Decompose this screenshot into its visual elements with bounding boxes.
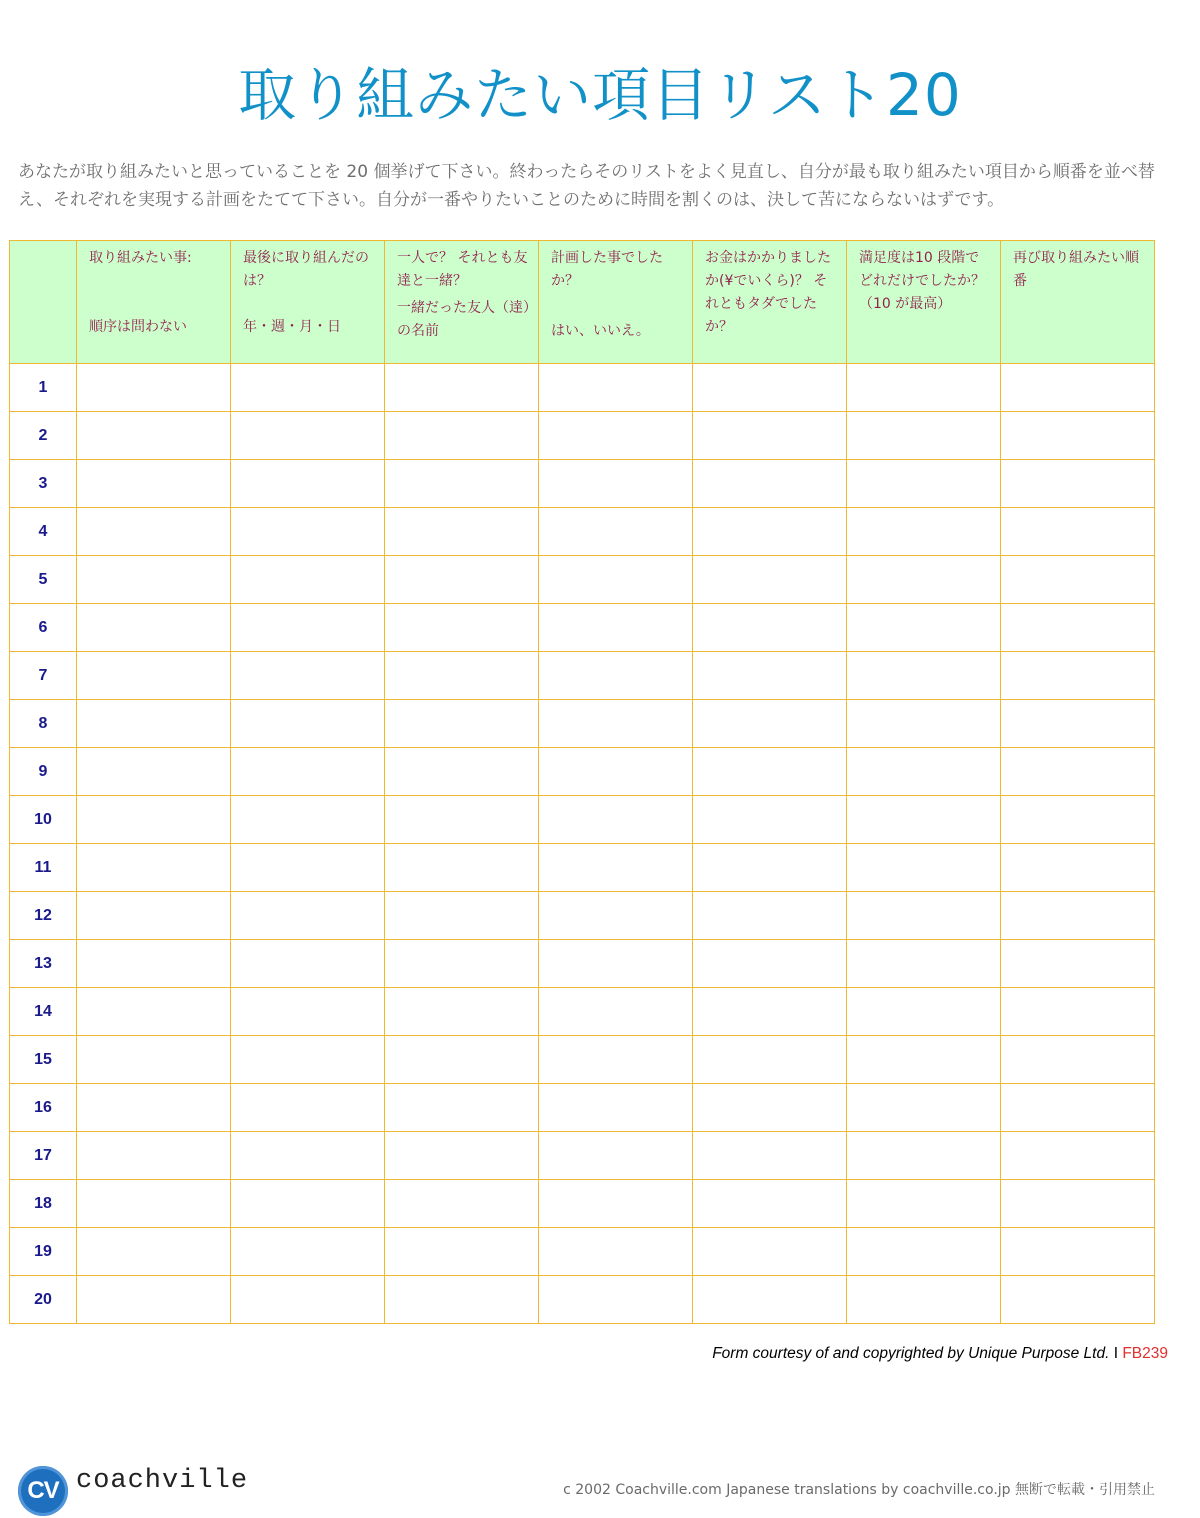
worksheet-table [9,240,1155,1324]
table-row [10,988,1155,1036]
column-subtext: 年・週・月・日 [243,319,341,335]
form-code: FB239 [1122,1345,1168,1362]
entry-cell[interactable] [385,892,539,940]
credit-text: Form courtesy of and copyrighted by Unique Purpose Ltd. [712,1345,1110,1362]
copyright-notice: c 2002 Coachville.com Japanese translations by coachville.co.jp 無断で転載・引用禁止 [563,1482,1155,1498]
entry-cell[interactable] [847,1180,1001,1228]
entry-cell[interactable] [693,460,847,508]
column-header-repeat-order [1001,241,1155,364]
table-row [10,1036,1155,1084]
entry-cell[interactable] [231,1228,385,1276]
row-number: 6 [10,604,77,652]
entry-cell[interactable] [1001,412,1155,460]
entry-cell[interactable] [77,460,231,508]
entry-cell[interactable] [231,1084,385,1132]
entry-cell[interactable] [385,1084,539,1132]
brand-name: coachville [76,1466,249,1496]
entry-cell[interactable] [231,748,385,796]
column-header-planned [539,241,693,364]
entry-cell[interactable] [77,652,231,700]
entry-cell[interactable] [385,412,539,460]
header-row [10,241,1155,364]
entry-cell[interactable] [539,652,693,700]
entry-cell[interactable] [539,460,693,508]
table-row [10,556,1155,604]
entry-cell[interactable] [231,460,385,508]
table-row [10,796,1155,844]
entry-cell[interactable] [385,1180,539,1228]
form-credit [712,1345,1168,1363]
entry-cell[interactable] [1001,604,1155,652]
entry-cell[interactable] [385,700,539,748]
entry-cell[interactable] [847,1276,1001,1324]
instructions-text: あなたが取り組みたいと思っていることを 20 個挙げて下さい。終わったらそのリストをよく見直し、自分が最も取り組みたい項目から順番を並べ替え、それぞれを実現する計画をたてて下さい。自分が一番やりたいことのために時間を割くのは、決して苦にならないはずです。 [18,162,1155,210]
entry-cell[interactable] [77,1132,231,1180]
credit-separator: I [1113,1345,1119,1362]
column-question: 計画した事でしたか？ [551,250,663,289]
entry-cell[interactable] [385,604,539,652]
row-number: 20 [10,1276,77,1324]
column-question: 最後に取り組んだのは？ [243,250,369,289]
entry-cell[interactable] [385,988,539,1036]
entry-cell[interactable] [693,1180,847,1228]
entry-cell[interactable] [847,1036,1001,1084]
entry-cell[interactable] [847,1084,1001,1132]
entry-cell[interactable] [693,1132,847,1180]
row-number: 5 [10,556,77,604]
entry-cell[interactable] [77,844,231,892]
entry-cell[interactable] [385,1228,539,1276]
entry-cell[interactable] [693,1036,847,1084]
entry-cell[interactable] [847,1228,1001,1276]
row-number: 11 [10,844,77,892]
entry-cell[interactable] [77,1228,231,1276]
entry-cell[interactable] [1001,652,1155,700]
entry-cell[interactable] [847,796,1001,844]
table-row [10,652,1155,700]
entry-cell[interactable] [539,988,693,1036]
entry-cell[interactable] [539,892,693,940]
row-number: 10 [10,796,77,844]
entry-cell[interactable] [77,604,231,652]
entry-cell[interactable] [385,364,539,412]
entry-cell[interactable] [847,892,1001,940]
entry-cell[interactable] [231,796,385,844]
entry-cell[interactable] [1001,940,1155,988]
entry-cell[interactable] [231,556,385,604]
entry-cell[interactable] [231,652,385,700]
entry-cell[interactable] [539,1084,693,1132]
column-question: 取り組みたい事: [89,250,192,266]
row-number: 14 [10,988,77,1036]
entry-cell[interactable] [693,652,847,700]
entry-cell[interactable] [77,748,231,796]
entry-cell[interactable] [539,364,693,412]
row-number: 3 [10,460,77,508]
table-row [10,1084,1155,1132]
entry-cell[interactable] [77,508,231,556]
entry-cell[interactable] [847,700,1001,748]
column-subtext: 一緒だった友人（達）の名前 [397,300,530,339]
entry-cell[interactable] [1001,892,1155,940]
entry-cell[interactable] [231,892,385,940]
entry-cell[interactable] [847,748,1001,796]
column-subtext: 順序は問わない [89,319,187,335]
entry-cell[interactable] [693,412,847,460]
entry-cell[interactable] [231,364,385,412]
entry-cell[interactable] [1001,748,1155,796]
entry-cell[interactable] [539,1036,693,1084]
row-number: 8 [10,700,77,748]
entry-cell[interactable] [847,460,1001,508]
entry-cell[interactable] [385,556,539,604]
entry-cell[interactable] [539,700,693,748]
entry-cell[interactable] [385,652,539,700]
entry-cell[interactable] [231,1180,385,1228]
entry-cell[interactable] [77,940,231,988]
entry-cell[interactable] [231,844,385,892]
table-row [10,940,1155,988]
entry-cell[interactable] [847,940,1001,988]
table-row [10,460,1155,508]
column-header-companions [385,241,539,364]
entry-cell[interactable] [385,1132,539,1180]
entry-cell[interactable] [77,1084,231,1132]
entry-cell[interactable] [847,652,1001,700]
row-number: 13 [10,940,77,988]
table-row [10,1180,1155,1228]
table-row [10,700,1155,748]
entry-cell[interactable] [385,796,539,844]
entry-cell[interactable] [693,700,847,748]
entry-cell[interactable] [77,796,231,844]
table-row [10,1228,1155,1276]
entry-cell[interactable] [1001,1180,1155,1228]
entry-cell[interactable] [1001,1228,1155,1276]
entry-cell[interactable] [1001,1276,1155,1324]
column-question: 満足度は10 段階でどれだけでしたか？（10 が最高） [859,250,985,312]
entry-cell[interactable] [231,1036,385,1084]
column-question: 再び取り組みたい順番 [1013,250,1139,289]
row-number: 17 [10,1132,77,1180]
entry-cell[interactable] [539,1132,693,1180]
entry-cell[interactable] [1001,364,1155,412]
table-row [10,748,1155,796]
row-number: 16 [10,1084,77,1132]
entry-cell[interactable] [693,556,847,604]
entry-cell[interactable] [693,892,847,940]
entry-cell[interactable] [1001,844,1155,892]
column-header-last-done [231,241,385,364]
row-number: 12 [10,892,77,940]
entry-cell[interactable] [539,508,693,556]
entry-cell[interactable] [693,1084,847,1132]
entry-cell[interactable] [77,556,231,604]
entry-cell[interactable] [77,1036,231,1084]
entry-cell[interactable] [77,364,231,412]
entry-cell[interactable] [231,604,385,652]
entry-cell[interactable] [77,1276,231,1324]
row-number: 18 [10,1180,77,1228]
entry-cell[interactable] [385,844,539,892]
entry-cell[interactable] [1001,508,1155,556]
entry-cell[interactable] [693,364,847,412]
entry-cell[interactable] [1001,1036,1155,1084]
entry-cell[interactable] [539,556,693,604]
entry-cell[interactable] [231,412,385,460]
entry-cell[interactable] [539,1276,693,1324]
entry-cell[interactable] [1001,988,1155,1036]
column-header-activity [77,241,231,364]
entry-cell[interactable] [539,1228,693,1276]
entry-cell[interactable] [385,748,539,796]
entry-cell[interactable] [1001,1084,1155,1132]
entry-cell[interactable] [847,556,1001,604]
entry-cell[interactable] [385,460,539,508]
column-question: 一人で？ それとも友達と一緒？ [397,250,528,289]
entry-cell[interactable] [231,1132,385,1180]
table-row [10,1276,1155,1324]
entry-cell[interactable] [1001,796,1155,844]
column-question: お金はかかりましたか(¥でいくら)？ それともタダでしたか？ [705,250,831,335]
entry-cell[interactable] [77,988,231,1036]
entry-cell[interactable] [1001,460,1155,508]
entry-cell[interactable] [539,604,693,652]
entry-cell[interactable] [231,1276,385,1324]
entry-cell[interactable] [539,1180,693,1228]
table-row [10,892,1155,940]
table-row [10,412,1155,460]
entry-cell[interactable] [693,844,847,892]
entry-cell[interactable] [539,796,693,844]
entry-cell[interactable] [693,988,847,1036]
entry-cell[interactable] [1001,1132,1155,1180]
table-row [10,508,1155,556]
entry-cell[interactable] [847,1132,1001,1180]
entry-cell[interactable] [539,844,693,892]
column-header-cost [693,241,847,364]
row-number: 15 [10,1036,77,1084]
entry-cell[interactable] [847,844,1001,892]
entry-cell[interactable] [231,508,385,556]
entry-cell[interactable] [385,940,539,988]
entry-cell[interactable] [847,604,1001,652]
table-row [10,1132,1155,1180]
entry-cell[interactable] [693,748,847,796]
column-header-satisfaction [847,241,1001,364]
entry-cell[interactable] [77,412,231,460]
row-number: 7 [10,652,77,700]
entry-cell[interactable] [77,892,231,940]
entry-cell[interactable] [693,1276,847,1324]
entry-cell[interactable] [385,1276,539,1324]
entry-cell[interactable] [231,700,385,748]
row-number: 9 [10,748,77,796]
entry-cell[interactable] [693,604,847,652]
entry-cell[interactable] [847,364,1001,412]
entry-cell[interactable] [231,988,385,1036]
entry-cell[interactable] [693,1228,847,1276]
table-row [10,604,1155,652]
entry-cell[interactable] [385,508,539,556]
table-row [10,364,1155,412]
entry-cell[interactable] [77,1180,231,1228]
entry-cell[interactable] [847,412,1001,460]
page-title: 取り組みたい項目リスト20 [238,61,962,129]
coachville-logo: CV [18,1466,68,1516]
entry-cell[interactable] [693,940,847,988]
table-row [10,844,1155,892]
entry-cell[interactable] [693,796,847,844]
entry-cell[interactable] [385,1036,539,1084]
entry-cell[interactable] [539,940,693,988]
row-number: 4 [10,508,77,556]
entry-cell[interactable] [847,508,1001,556]
entry-cell[interactable] [77,700,231,748]
column-subtext: はい、いいえ。 [551,323,650,339]
entry-cell[interactable] [1001,700,1155,748]
entry-cell[interactable] [847,988,1001,1036]
row-number: 19 [10,1228,77,1276]
header-corner-cell [10,241,77,364]
entry-cell[interactable] [231,940,385,988]
row-number: 1 [10,364,77,412]
row-number: 2 [10,412,77,460]
entry-cell[interactable] [539,748,693,796]
table-body [10,364,1155,1324]
entry-cell[interactable] [693,508,847,556]
entry-cell[interactable] [1001,556,1155,604]
entry-cell[interactable] [539,412,693,460]
